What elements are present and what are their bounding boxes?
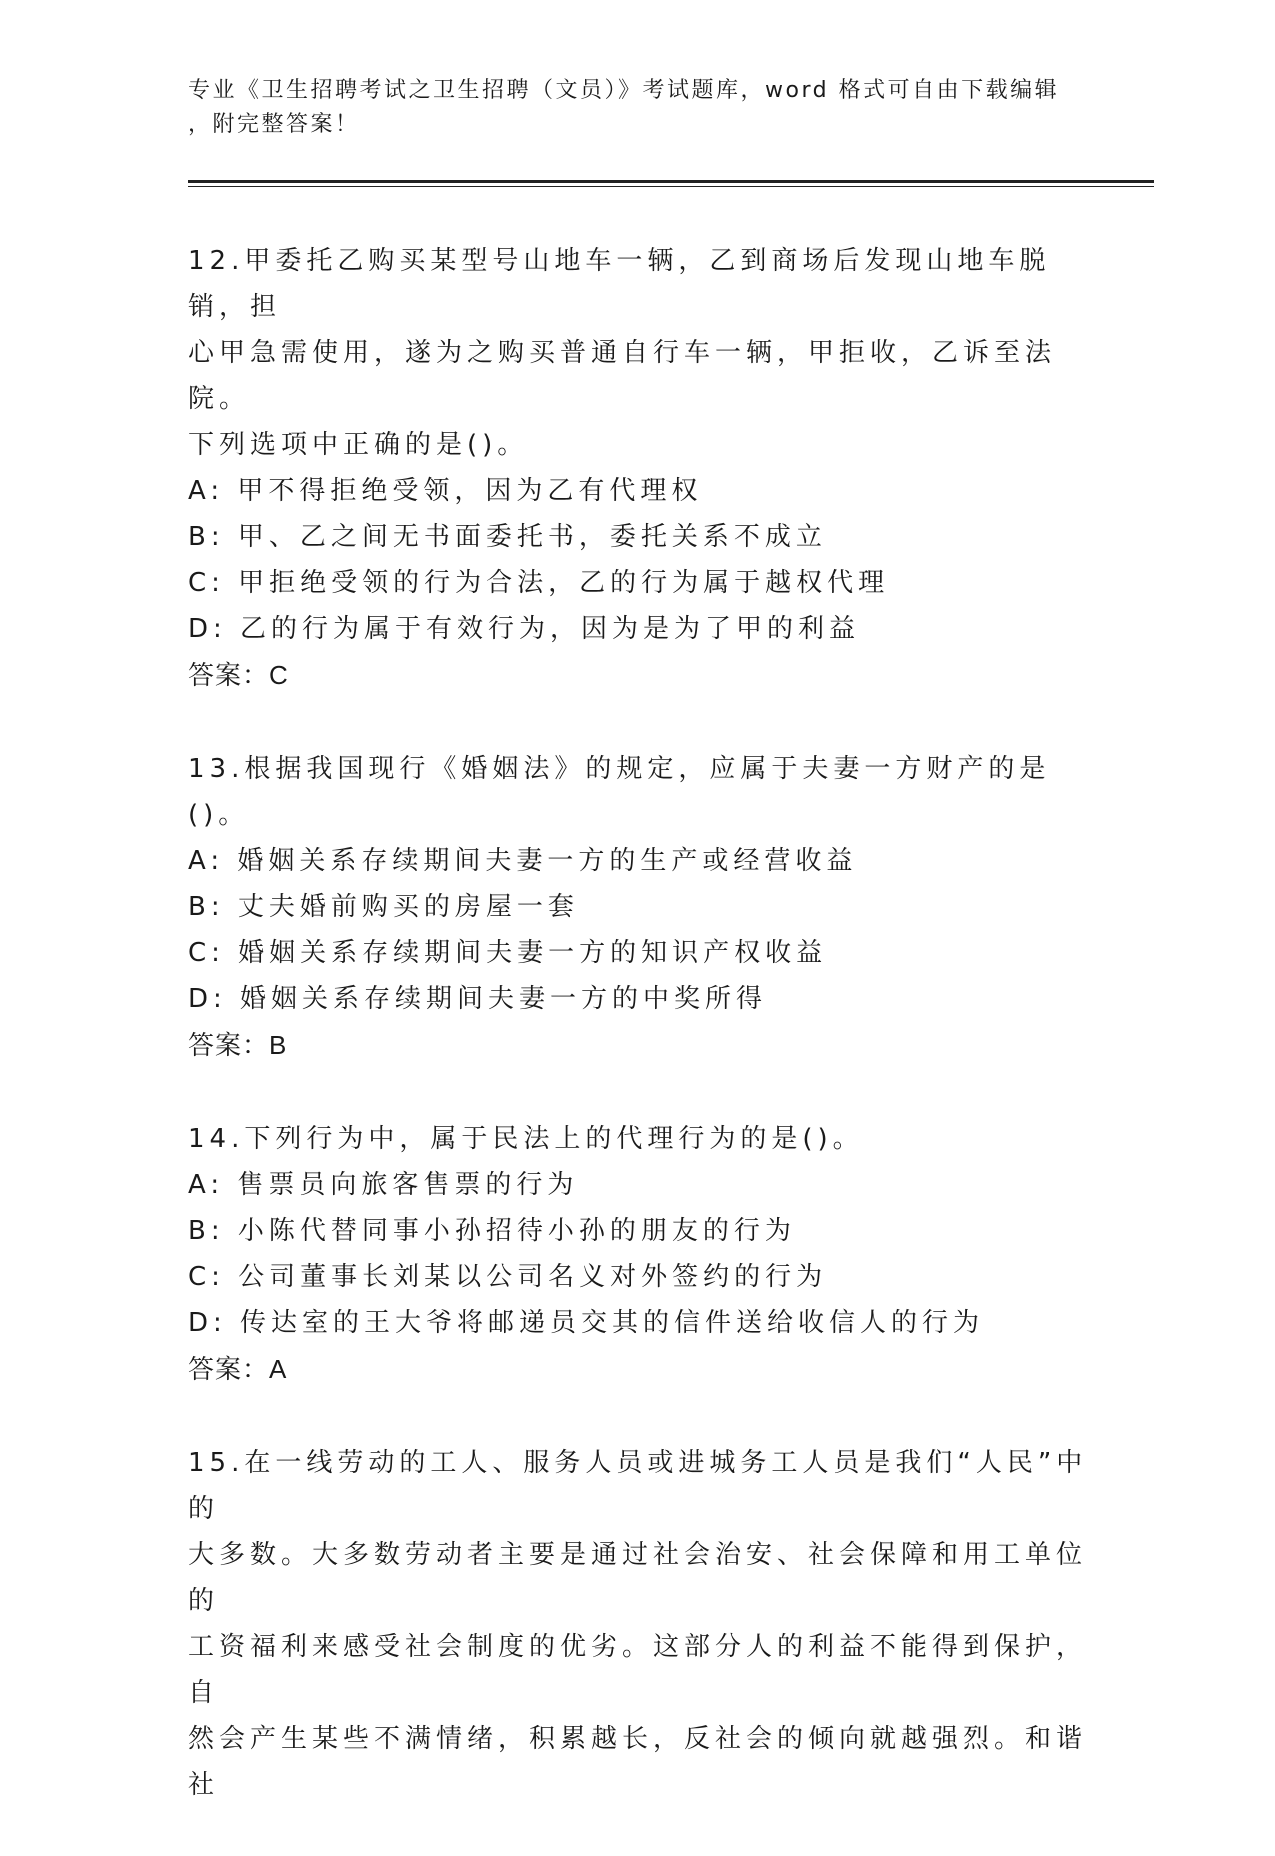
question-stem-line: 12.甲委托乙购买某型号山地车一辆，乙到商场后发现山地车脱销，担 bbox=[188, 246, 1051, 322]
option-b: B: 小陈代替同事小孙招待小孙的朋友的行为 bbox=[188, 1216, 796, 1246]
question-stem-line: 大多数。大多数劳动者主要是通过社会治安、社会保障和用工单位的 bbox=[188, 1540, 1088, 1616]
header-divider-thin bbox=[188, 186, 1154, 187]
question-14 bbox=[188, 1116, 1088, 1392]
question-12 bbox=[188, 238, 1088, 698]
option-b: B: 甲、乙之间无书面委托书，委托关系不成立 bbox=[188, 522, 827, 552]
answer-label: 答案：A bbox=[188, 1354, 288, 1384]
question-stem-line: 然会产生某些不满情绪，积累越长，反社会的倾向就越强烈。和谐社 bbox=[188, 1724, 1088, 1800]
question-stem-line: 工资福利来感受社会制度的优劣。这部分人的利益不能得到保护，自 bbox=[188, 1632, 1088, 1708]
answer-label: 答案：B bbox=[188, 1030, 288, 1060]
option-a: A: 甲不得拒绝受领，因为乙有代理权 bbox=[188, 476, 703, 506]
document-header bbox=[188, 74, 1088, 142]
option-b: B: 丈夫婚前购买的房屋一套 bbox=[188, 892, 579, 922]
header-line-1: 专业《卫生招聘考试之卫生招聘（文员）》考试题库，word 格式可自由下载编辑 bbox=[188, 78, 1060, 103]
question-15 bbox=[188, 1440, 1088, 1808]
header-divider-thick bbox=[188, 180, 1154, 183]
question-13 bbox=[188, 746, 1088, 1068]
question-list bbox=[188, 238, 1088, 1856]
header-line-2: ，附完整答案！ bbox=[188, 112, 360, 137]
option-c: C: 甲拒绝受领的行为合法，乙的行为属于越权代理 bbox=[188, 568, 890, 598]
option-d: D: 婚姻关系存续期间夫妻一方的中奖所得 bbox=[188, 984, 768, 1014]
option-c: C: 婚姻关系存续期间夫妻一方的知识产权收益 bbox=[188, 938, 828, 968]
option-d: D: 传达室的王大爷将邮递员交其的信件送给收信人的行为 bbox=[188, 1308, 985, 1338]
option-a: A: 售票员向旅客售票的行为 bbox=[188, 1170, 579, 1200]
answer-label: 答案：C bbox=[188, 660, 289, 690]
option-a: A: 婚姻关系存续期间夫妻一方的生产或经营收益 bbox=[188, 846, 858, 876]
question-stem-line: 15.在一线劳动的工人、服务人员或进城务工人员是我们“人民”中的 bbox=[188, 1448, 1088, 1524]
option-d: D: 乙的行为属于有效行为，因为是为了甲的利益 bbox=[188, 614, 861, 644]
question-stem-line: 心甲急需使用，遂为之购买普通自行车一辆，甲拒收，乙诉至法院。 bbox=[188, 338, 1057, 414]
option-c: C: 公司董事长刘某以公司名义对外签约的行为 bbox=[188, 1262, 828, 1292]
question-stem-line: 14.下列行为中，属于民法上的代理行为的是()。 bbox=[188, 1124, 864, 1154]
question-stem-line: 下列选项中正确的是()。 bbox=[188, 430, 529, 460]
question-stem-line: 13.根据我国现行《婚姻法》的规定，应属于夫妻一方财产的是()。 bbox=[188, 754, 1051, 830]
